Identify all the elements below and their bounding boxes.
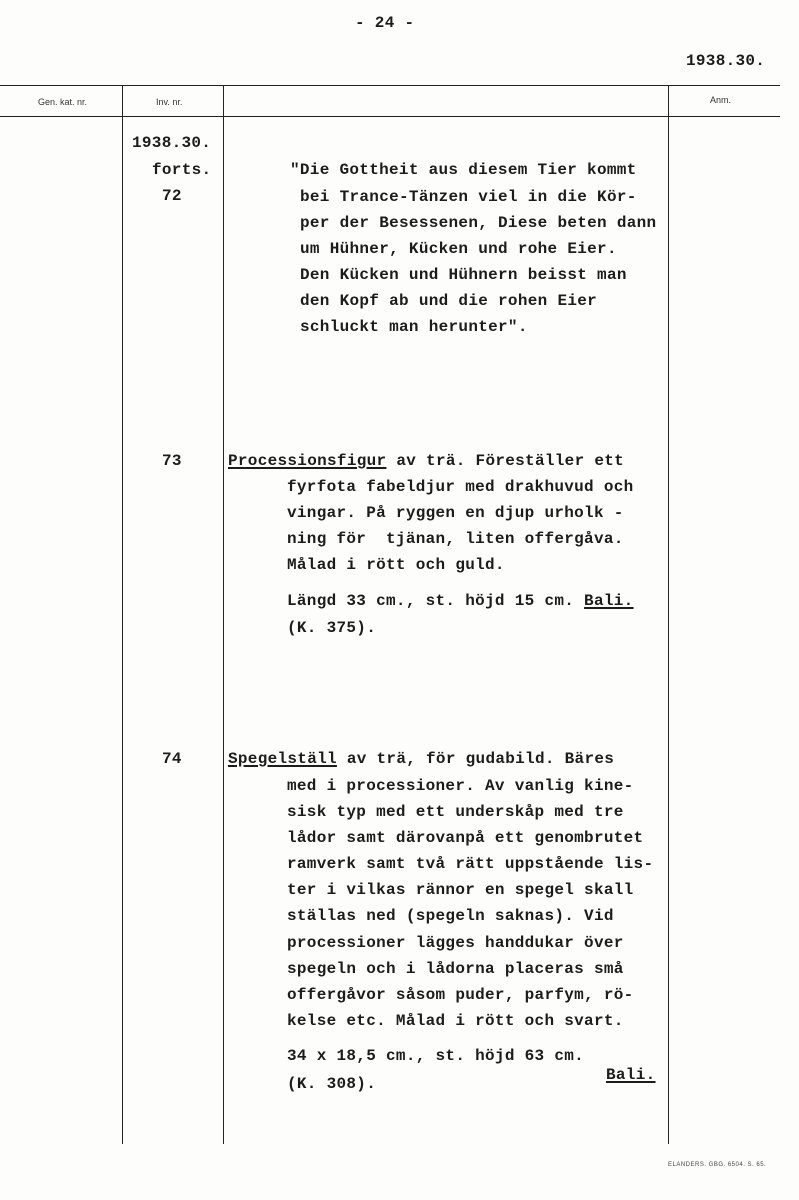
place-bali: Bali.	[584, 592, 634, 610]
entry-73-dims	[287, 592, 634, 610]
text-line: den Kopf ab und die rohen Eier	[300, 292, 598, 310]
col-divider-1	[122, 86, 123, 1144]
entry-73-first-line	[228, 452, 624, 470]
text-line: Målad i rött och guld.	[287, 556, 505, 574]
inv-forts: forts.	[152, 161, 212, 179]
text-line: per der Besessenen, Diese beten dann	[300, 214, 657, 232]
inv-prefix: 1938.30.	[132, 134, 212, 152]
text-line: ställas ned (spegeln saknas). Vid	[287, 907, 614, 925]
dimensions: Längd 33 cm., st. höjd 15 cm.	[287, 592, 585, 610]
text-line: spegeln och i lådorna placeras små	[287, 960, 624, 978]
text-line: um Hühner, Kücken und rohe Eier.	[300, 240, 617, 258]
text-line: Den Kücken und Hühnern beisst man	[300, 266, 627, 284]
text-fragment: av trä, för gudabild. Bäres	[336, 750, 615, 768]
header-bottom-rule	[0, 116, 780, 117]
text-line: offergåvor såsom puder, parfym, rö-	[287, 986, 634, 1004]
entry-73-ref: (K. 375).	[287, 619, 377, 637]
entry-74-dims: 34 x 18,5 cm., st. höjd 63 cm.	[287, 1047, 585, 1065]
text-line: "Die Gottheit aus diesem Tier kommt	[290, 161, 637, 179]
text-line: med i processioner. Av vanlig kine-	[287, 777, 634, 795]
text-line: ter i vilkas rännor en spegel skall	[287, 881, 634, 899]
object-title: Processionsfigur	[228, 452, 387, 470]
text-line: sisk typ med ett underskåp med tre	[287, 803, 624, 821]
col-header-inv-nr: Inv. nr.	[156, 97, 183, 107]
header-top-rule	[0, 85, 780, 86]
text-line: fyrfota fabeldjur med drakhuvud och	[287, 478, 634, 496]
entry-74-place-bali: Bali.	[606, 1066, 656, 1084]
text-line: kelse etc. Målad i rött och svart.	[287, 1012, 624, 1030]
page-number: - 24 -	[355, 14, 415, 32]
col-header-gen-kat-nr: Gen. kat. nr.	[38, 97, 88, 107]
col-header-anm: Anm.	[710, 95, 732, 105]
entry-number-72: 72	[162, 187, 182, 205]
text-fragment: av trä. Föreställer ett	[386, 452, 625, 470]
entry-number-74: 74	[162, 750, 182, 768]
col-divider-2	[223, 86, 224, 1144]
object-title: Spegelställ	[228, 750, 337, 768]
text-line: ramverk samt två rätt uppstående lis-	[287, 855, 654, 873]
col-divider-3	[668, 86, 669, 1144]
text-line: schluckt man herunter".	[300, 318, 528, 336]
entry-number-73: 73	[162, 452, 182, 470]
text-line: bei Trance-Tänzen viel in die Kör-	[300, 188, 637, 206]
text-line: ning för tjänan, liten offergåva.	[287, 530, 624, 548]
text-line: processioner lägges handdukar över	[287, 934, 624, 952]
printer-mark: ELANDERS. GBG. 6504. S. 65.	[668, 1162, 767, 1168]
entry-74-ref: (K. 308).	[287, 1075, 377, 1093]
text-line: vingar. På ryggen en djup urholk -	[287, 504, 624, 522]
acquisition-year: 1938.30.	[686, 52, 766, 70]
entry-74-first-line	[228, 750, 614, 768]
text-line: lådor samt därovanpå ett genombrutet	[287, 829, 644, 847]
